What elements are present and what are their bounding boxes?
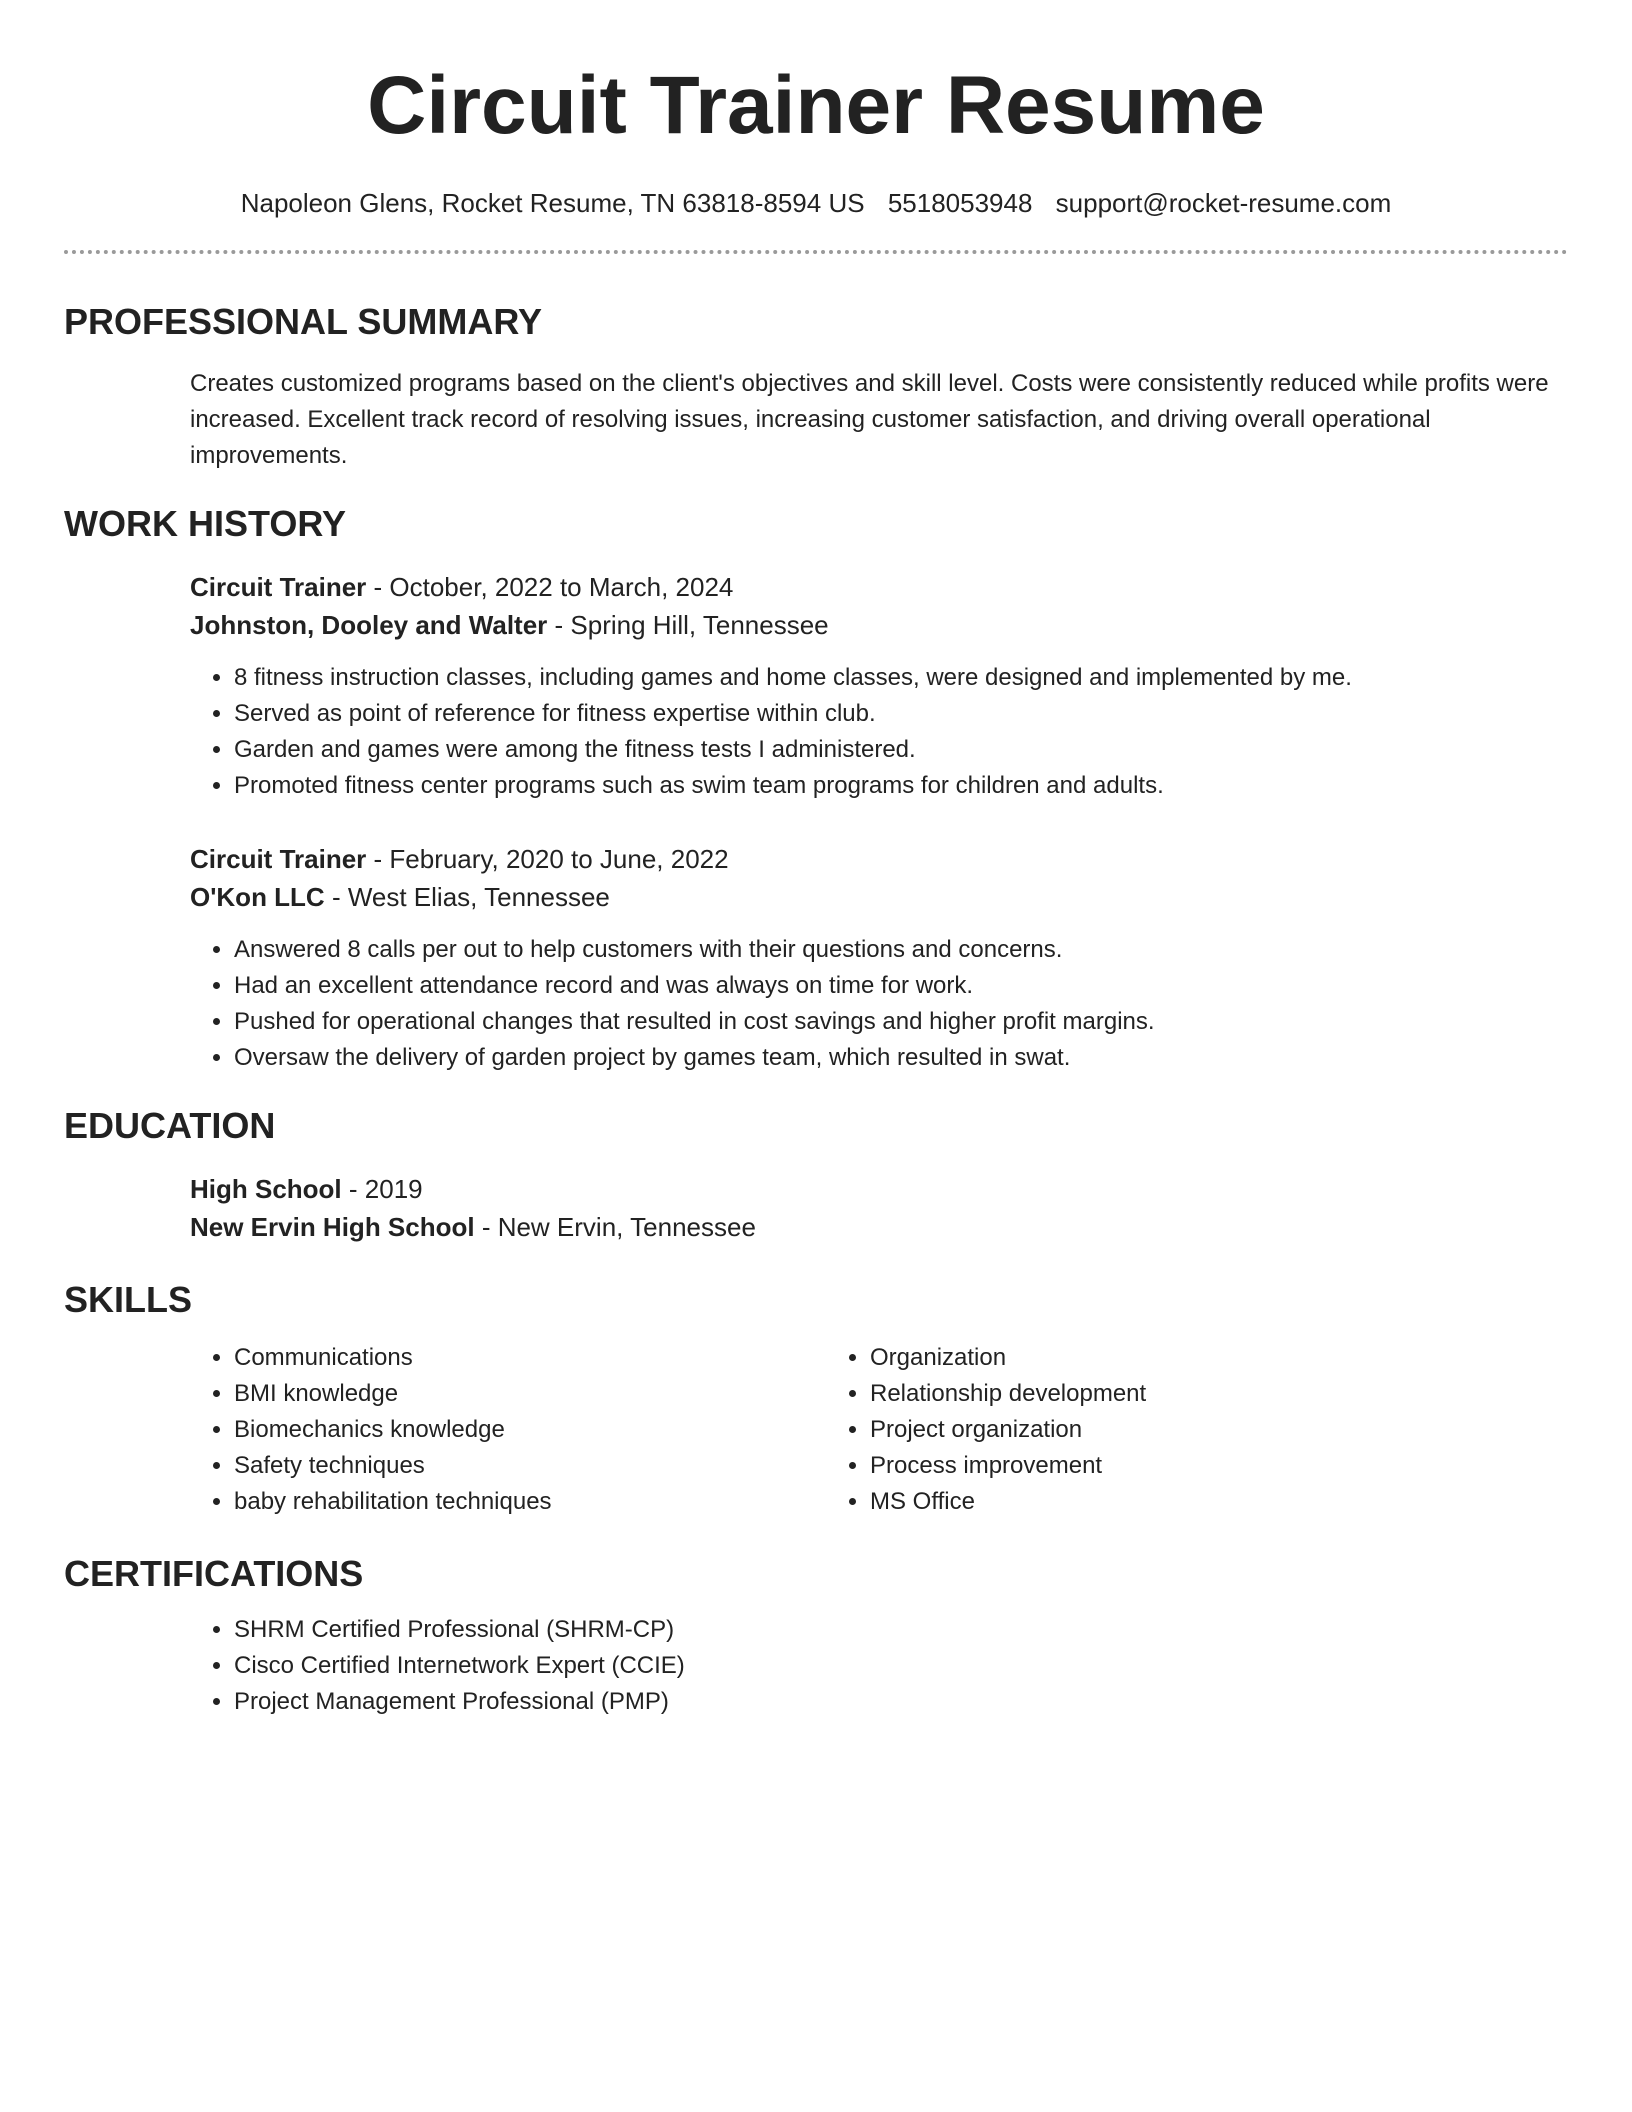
contact-phone: 5518053948: [887, 188, 1033, 218]
job-location: - Spring Hill, Tennessee: [547, 610, 829, 640]
job-role: Circuit Trainer: [190, 572, 367, 602]
resume-title: Circuit Trainer Resume: [367, 60, 1265, 151]
skill-item: • Biomechanics knowledge: [234, 1412, 826, 1448]
education-degree: High School: [190, 1174, 342, 1204]
list-item: • 8 fitness instruction classes, including games and home classes, were designed and implemented by me.: [234, 660, 1568, 696]
job-location: - West Elias, Tennessee: [324, 882, 610, 912]
work-history-section: [64, 568, 1568, 1076]
education-degree-line: [190, 1170, 1568, 1208]
skills-section: [64, 1340, 1568, 1520]
header-divider: [64, 250, 1568, 254]
list-item: • Had an excellent attendance record and was always on time for work.: [234, 968, 1568, 1004]
section-title-work-history: WORK HISTORY: [64, 503, 347, 544]
contact-email: support@rocket-resume.com: [1055, 188, 1392, 218]
skills-column-right: [826, 1340, 1462, 1520]
list-item: • Garden and games were among the fitness tests I administered.: [234, 732, 1568, 768]
skill-item: • Project organization: [870, 1412, 1462, 1448]
certifications-list: [190, 1612, 1568, 1720]
section-title-summary: PROFESSIONAL SUMMARY: [64, 301, 543, 342]
summary-text: Creates customized programs based on the client's objectives and skill level. Costs were consistently reduced while profits were increased. Excellent track record of resolving issues, increasing customer satisfaction, and driving overall operational improvements.: [190, 370, 1549, 469]
list-item: • Oversaw the delivery of garden project by games team, which resulted in swat.: [234, 1040, 1568, 1076]
job-dates: - February, 2020 to June, 2022: [366, 844, 729, 874]
education-school-line: [190, 1208, 1568, 1246]
education-school: New Ervin High School: [190, 1212, 475, 1242]
job-bullets: [190, 660, 1568, 804]
section-title-skills: SKILLS: [64, 1279, 193, 1320]
summary-section: [64, 366, 1568, 474]
skill-item: • Process improvement: [870, 1448, 1462, 1484]
skill-item: • MS Office: [870, 1484, 1462, 1520]
job-company: Johnston, Dooley and Walter: [190, 610, 548, 640]
section-title-certifications: CERTIFICATIONS: [64, 1553, 364, 1594]
certification-item: • SHRM Certified Professional (SHRM-CP): [234, 1612, 1568, 1648]
skill-item: • BMI knowledge: [234, 1376, 826, 1412]
job-company: O'Kon LLC: [190, 882, 325, 912]
job-company-line: [190, 606, 1568, 644]
job-entry: [190, 568, 1568, 804]
section-title-education: EDUCATION: [64, 1105, 276, 1146]
job-bullets: [190, 932, 1568, 1076]
certification-item: • Project Management Professional (PMP): [234, 1684, 1568, 1720]
list-item: • Promoted fitness center programs such as swim team programs for children and adults.: [234, 768, 1568, 804]
education-year: - 2019: [341, 1174, 423, 1204]
skill-item: • Communications: [234, 1340, 826, 1376]
skill-item: • Relationship development: [870, 1376, 1462, 1412]
job-dates: - October, 2022 to March, 2024: [366, 572, 734, 602]
job-role-line: [190, 840, 1568, 878]
skills-column-left: [190, 1340, 826, 1520]
job-entry: [190, 840, 1568, 1076]
education-section: [64, 1170, 1568, 1246]
certifications-section: [64, 1612, 1568, 1720]
job-company-line: [190, 878, 1568, 916]
skill-item: • baby rehabilitation techniques: [234, 1484, 826, 1520]
job-role-line: [190, 568, 1568, 606]
skill-item: • Safety techniques: [234, 1448, 826, 1484]
skills-grid: [190, 1340, 1568, 1520]
certification-item: • Cisco Certified Internetwork Expert (CCIE): [234, 1648, 1568, 1684]
list-item: • Answered 8 calls per out to help customers with their questions and concerns.: [234, 932, 1568, 968]
education-location: - New Ervin, Tennessee: [474, 1212, 756, 1242]
contact-line: [64, 186, 1568, 220]
list-item: • Pushed for operational changes that resulted in cost savings and higher profit margins.: [234, 1004, 1568, 1040]
contact-address: Napoleon Glens, Rocket Resume, TN 63818-8594 US: [240, 188, 865, 218]
skill-item: • Organization: [870, 1340, 1462, 1376]
list-item: • Served as point of reference for fitness expertise within club.: [234, 696, 1568, 732]
job-role: Circuit Trainer: [190, 844, 367, 874]
